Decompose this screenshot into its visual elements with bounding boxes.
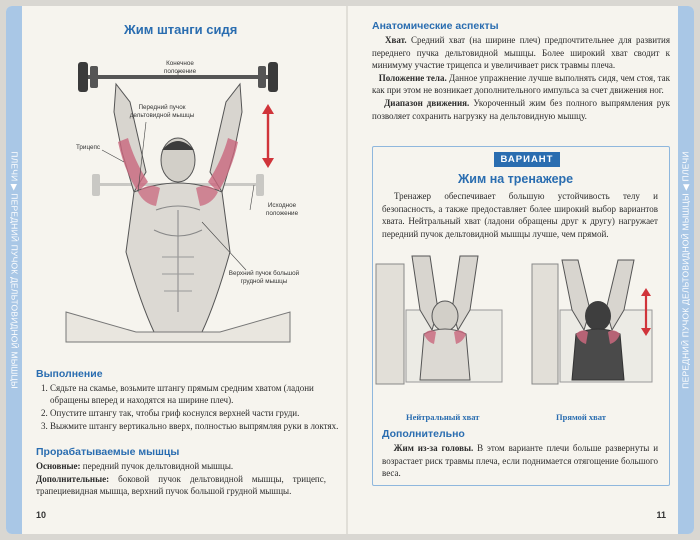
label-end-position: Конечное положение xyxy=(163,60,197,75)
page-number-left: 10 xyxy=(36,510,47,520)
variant-title: Жим на тренажере xyxy=(458,172,574,186)
neutral-grip-figure-icon xyxy=(376,256,502,384)
right-page xyxy=(348,6,694,534)
label-triceps: Трицепс xyxy=(75,144,101,151)
anatomy-text xyxy=(372,34,670,122)
body-position-label: Положение тела. xyxy=(378,72,447,83)
page-number-right: 11 xyxy=(656,510,666,520)
variant-tag: ВАРИАНТ xyxy=(494,152,560,167)
behind-neck-label: Жим из-за головы. xyxy=(393,443,474,453)
extra-text xyxy=(382,442,658,480)
variant-illustration xyxy=(372,250,672,410)
extra-muscles-text: боковой пучок дельтовидной мышцы, трицепс, трапециевидная мышца, верхний пучок большой грудной мышцы. xyxy=(36,473,326,497)
variant-text: Тренажер обеспечивает большую устойчивость телу и безопасность, а также предоставляет более широкий выбор вариантов хвата. Нейтральный хват (ладони обращены друг к другу) нагружает передний пучок дельтовидной мышцы лучше, чем прямой. xyxy=(382,191,658,239)
extra-muscles-label: Дополнительные: xyxy=(36,473,110,484)
body-position-text: Данное упражнение лучше выполнять сидя, чем стоя, так как при этом не возникает дополнительного импульса за счет движения ног. xyxy=(372,72,670,96)
grip-label: Хват. xyxy=(385,35,407,45)
label-start-position: Исходное положение xyxy=(265,202,299,217)
main-muscles-text: передний пучок дельтовидной мышцы. xyxy=(80,461,234,471)
muscles-text xyxy=(36,460,326,498)
straight-grip-figure-icon xyxy=(532,260,652,384)
label-front-delt: Передний пучок дельтовидной мышцы xyxy=(129,104,195,119)
step-item: 3. Выжмите штангу вертикально вверх, полностью выпрямляя руки в локтях. xyxy=(50,420,340,432)
left-page xyxy=(6,6,346,534)
movement-arrow-icon xyxy=(262,104,274,168)
label-upper-pec: Верхний пучок большой грудной мышцы xyxy=(228,270,300,285)
muscles-heading: Прорабатываемые мышцы xyxy=(36,446,180,458)
main-muscles-label: Основные: xyxy=(36,461,81,471)
execution-heading: Выполнение xyxy=(36,368,103,380)
left-side-tab-text: ПЛЕЧИ ▶ ПЕРЕДНИЙ ПУЧОК ДЕЛЬТОВИДНОЙ МЫШЦЫ xyxy=(9,151,20,389)
step-item: 2. Опустите штангу так, чтобы гриф коснулся верхней части груди. xyxy=(50,407,340,419)
extra-heading: Дополнительно xyxy=(382,428,465,440)
caption-neutral-grip: Нейтральный хват xyxy=(406,412,480,422)
anatomy-heading: Анатомические аспекты xyxy=(372,20,499,32)
grip-text: Средний хват (на ширине плеч) предпочтительнее для развития переднего пучка дельтовидной мышцы. Более широкий хват сводит к минимуму участие трицепса и увеличивает риск травмы плеча. xyxy=(372,35,671,71)
range-label: Диапазон движения. xyxy=(384,97,470,108)
behind-neck-text: В этом варианте плечи больше развернуты и возрастает риск травмы плеча, если поднимается отягощение большого веса. xyxy=(382,443,659,479)
caption-straight-grip: Прямой хват xyxy=(556,412,606,422)
exercise-title: Жим штанги сидя xyxy=(124,22,238,37)
range-text: Укороченный жим без полного выпрямления рук позволяет сохранить нагрузку на дельтовидную мышцу. xyxy=(372,97,671,121)
step-item: 1. Сядьте на скамье, возьмите штангу прямым средним хватом (ладони обращены вперед и находятся на ширине плеч). xyxy=(50,382,340,406)
execution-steps xyxy=(36,382,340,433)
right-side-tab-text: ПЕРЕДНИЙ ПУЧОК ДЕЛЬТОВИДНОЙ МЫШЦЫ ◀ ПЛЕЧИ xyxy=(680,151,691,389)
right-side-tab xyxy=(678,6,694,534)
